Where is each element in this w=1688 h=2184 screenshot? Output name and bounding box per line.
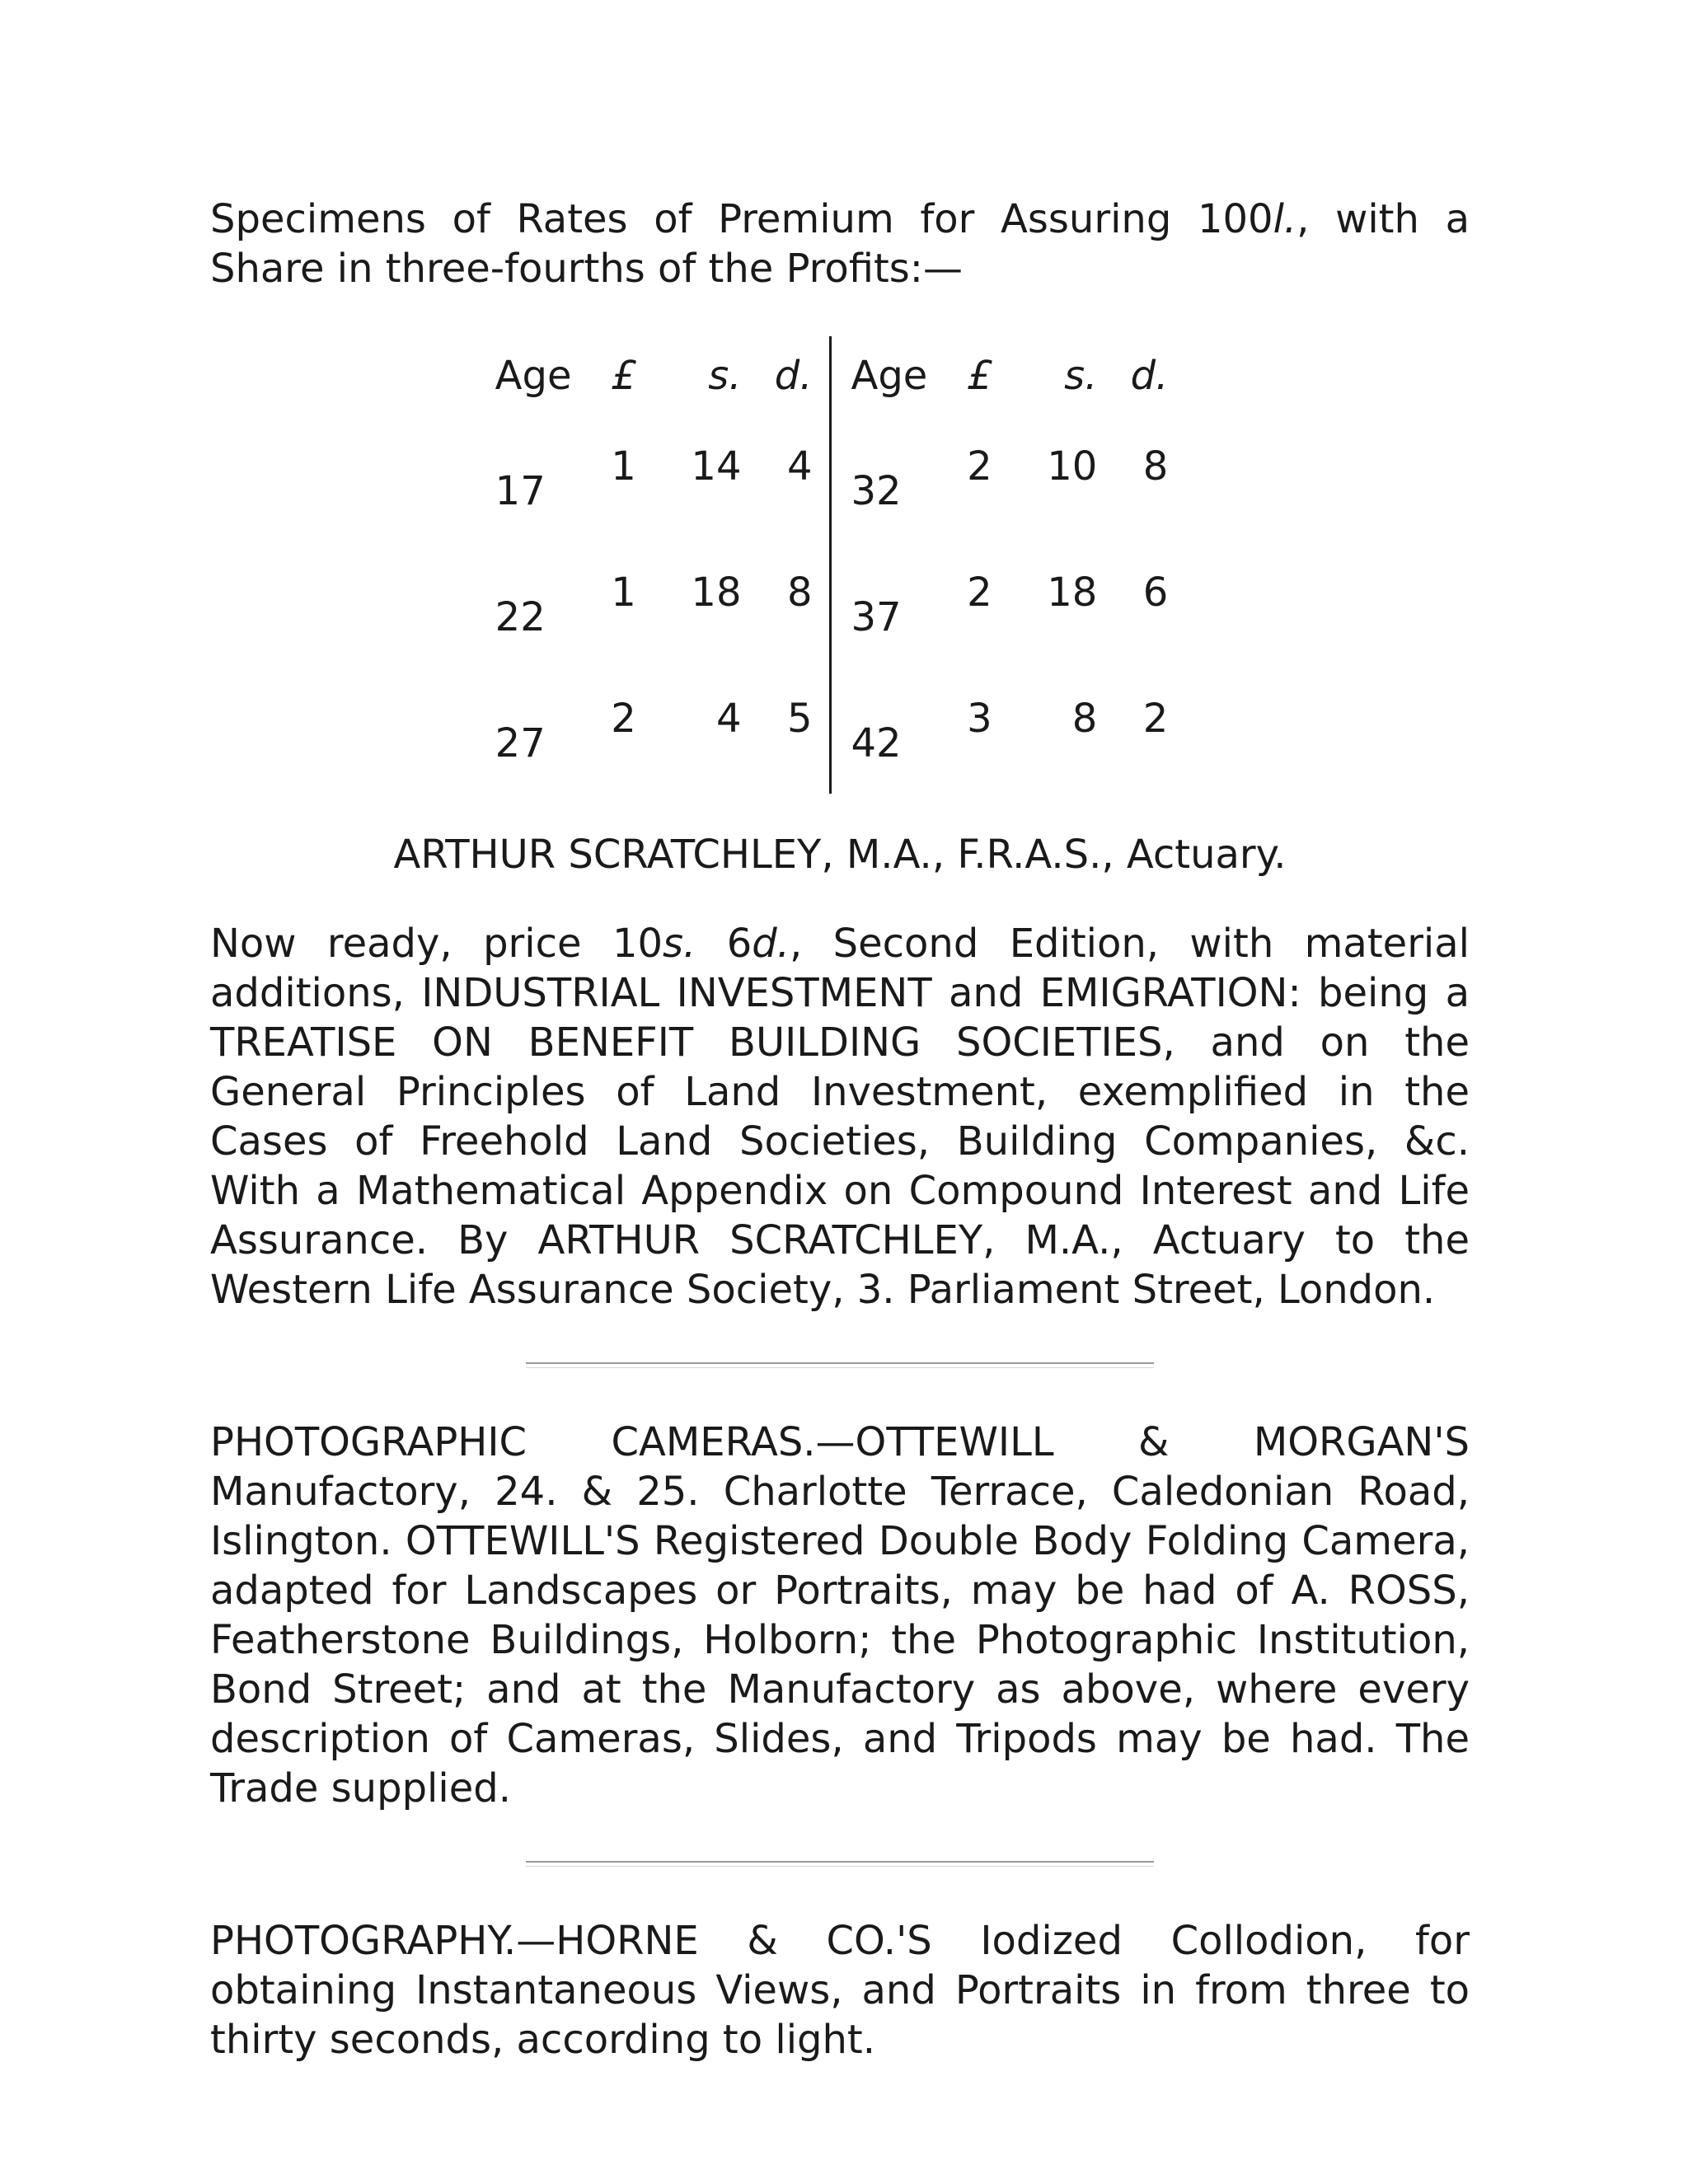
header-pounds-right: £: [967, 353, 992, 399]
rates-intro: [210, 194, 1470, 293]
age-cell: 22: [495, 593, 546, 640]
pence-cell: 8: [1142, 443, 1169, 490]
pounds-cell: 1: [611, 569, 636, 616]
header-pence-left: d.: [742, 336, 831, 415]
treatise-text: , Second Edition, with material additions, INDUSTRIAL INVESTMENT and EMIGRATION: being a TREATISE ON BENEFIT BUILDING SOCIETIES, and on the General Principles of Land Investment, exemplified in the Cases of Freehold Land Societies, Building Companies, &c. With a Mathematical Appendix on Compound Interest and Life Assurance. By ARTHUR SCRATCHLEY, M.A., Actuary to the Western Life Assurance Society, 3. Parliament Street, London.: [210, 921, 1470, 1313]
pounds-cell: 2: [611, 695, 636, 742]
age-cell: 17: [495, 467, 546, 514]
age-cell: 32: [851, 467, 902, 514]
shillings-abbrev: s.: [663, 921, 696, 967]
section-divider: [526, 1861, 1154, 1867]
pounds-cell: 1: [611, 443, 636, 490]
pounds-cell: 3: [967, 695, 992, 742]
pence-cell: 4: [742, 415, 831, 541]
age-cell: 27: [495, 719, 546, 766]
photography-advertisement: PHOTOGRAPHY.—HORNE & CO.'S Iodized Collodion, for obtaining Instantaneous Views, and Portraits in from three to thirty seconds, according to light.: [210, 1918, 1470, 2063]
actuary-signature: ARTHUR SCRATCHLEY, M.A., F.R.A.S., Actuary.: [393, 832, 1287, 878]
cameras-advertisement: PHOTOGRAPHIC CAMERAS.—OTTEWILL & MORGAN'S Manufactory, 24. & 25. Charlotte Terrace, Caledonian Road, Islington. OTTEWILL'S Registered Double Body Folding Camera, adapted for Landscapes or Portraits, may be had of A. ROSS, Featherstone Buildings, Holborn; the Photographic Institution, Bond Street; and at the Manufactory as above, where every description of Cameras, Slides, and Tripods may be had. The Trade supplied.: [210, 1419, 1470, 1811]
header-age-right: Age: [851, 353, 928, 399]
shillings-cell: 18: [691, 569, 742, 616]
pence-cell: 6: [1142, 569, 1169, 616]
pence-cell: 2: [1142, 695, 1169, 742]
header-age-left: Age: [495, 353, 572, 399]
header-pence-right: d.: [1130, 353, 1169, 399]
pence-cell: 8: [742, 541, 831, 668]
treatise-text: 6: [696, 921, 753, 967]
pounds-cell: 2: [967, 569, 992, 616]
section-divider: [526, 1362, 1154, 1368]
intro-text: Specimens of Rates of Premium for Assuring 100: [210, 196, 1273, 242]
table-row: [495, 415, 1185, 541]
table-row: [495, 541, 1185, 668]
header-shillings-right: s.: [1064, 353, 1098, 399]
pence-cell: 5: [742, 668, 831, 794]
header-pounds-left: £: [611, 353, 636, 399]
treatise-advertisement: [210, 919, 1470, 1315]
age-cell: 37: [851, 593, 902, 640]
page-content: [210, 194, 1470, 2064]
age-cell: 42: [851, 719, 902, 766]
treatise-text: Now ready, price 10: [210, 921, 663, 967]
shillings-cell: 10: [1047, 443, 1098, 490]
pounds-cell: 2: [967, 443, 992, 490]
pence-abbrev: d.: [752, 921, 790, 967]
table-header-row: [495, 336, 1185, 415]
shillings-cell: 8: [1071, 695, 1098, 742]
shillings-cell: 4: [715, 695, 742, 742]
premium-rates-table: [495, 336, 1185, 794]
shillings-cell: 14: [691, 443, 742, 490]
table-row: [495, 668, 1185, 794]
intro-text-end: , with a Share in three-fourths of the Profits:—: [210, 196, 1470, 292]
shillings-cell: 18: [1047, 569, 1098, 616]
intro-unit: l.: [1273, 196, 1297, 242]
header-shillings-left: s.: [708, 353, 742, 399]
